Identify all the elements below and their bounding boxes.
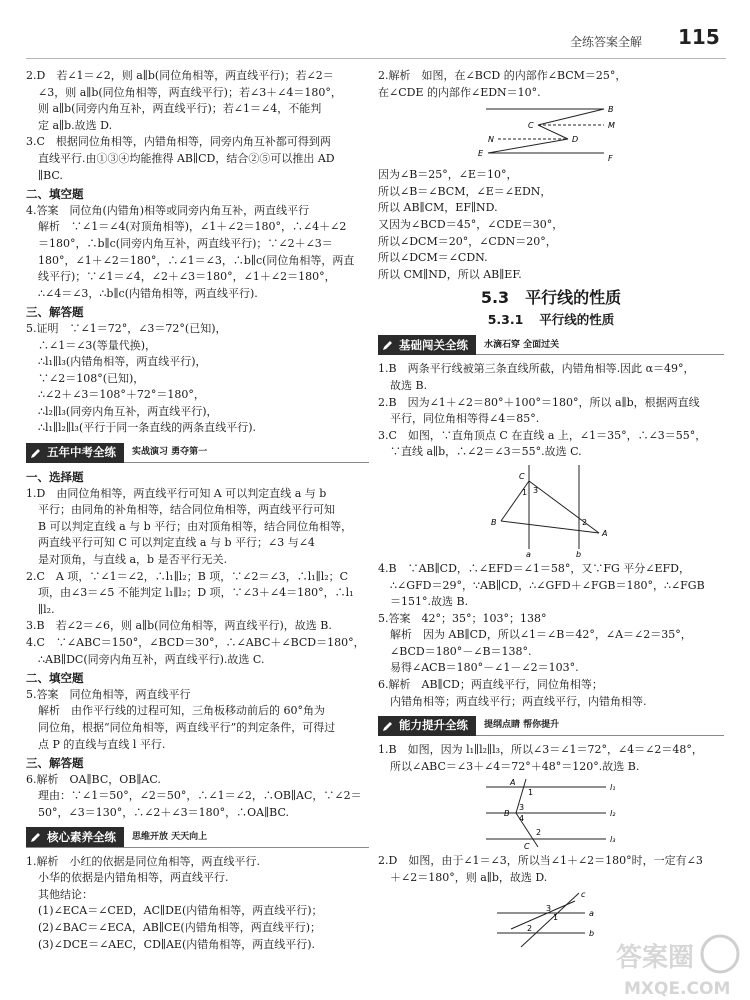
text-line: 定 a∥b.故选 D.: [38, 118, 113, 132]
watermark-logo: [610, 930, 750, 1000]
answer-block: [26, 203, 369, 303]
text-line: 是对顶角，与直线 a，b 是否平行无关.: [38, 553, 228, 567]
figure-label: 4: [519, 814, 525, 824]
text-line: ∠3，则 a∥b(同位角相等，两直线平行)；若∠3＋∠4＝180°，: [38, 85, 342, 99]
page-header: [0, 0, 750, 60]
text-line: ∴∠4＝∠3，∴b∥c(内错角相等，两直线平行).: [38, 286, 258, 300]
answer-block: [26, 68, 369, 184]
text-line: 5.答案 同位角相等，两直线平行: [26, 687, 191, 701]
text-line: 所以∠DCM＝20°，∠CDN＝20°，: [378, 234, 557, 248]
text-line: 易得∠ACB＝180°－∠1－∠2＝103°.: [390, 661, 579, 675]
text-line: 因为∠B＝25°，∠E＝10°，: [378, 168, 518, 182]
text-line: 2.C A 项，∵∠1＝∠2，∴l₁∥l₂；B 项，∵∠2＝∠3，∴l₁∥l₂；C: [26, 569, 349, 583]
banner-subtitle: 实战演习 勇夺第一: [132, 447, 208, 458]
text-line: ∴l₂∥l₃(同旁内角互补，两直线平行)，: [38, 404, 218, 418]
text-line: ＝180°，∴b∥c(同旁内角互补，两直线平行)；∵∠2＋∠3＝: [38, 236, 333, 250]
banner-title: 能力提升全练: [399, 718, 468, 733]
watermark-text: 答案圈: [616, 943, 695, 973]
text-line: 解析 因为 AB∥CD，所以∠1＝∠B＝42°，∠A＝∠2＝35°，: [390, 628, 692, 642]
right-column: [378, 68, 724, 968]
text-line: ∥l₂.: [38, 602, 55, 616]
pencil-icon: [382, 339, 394, 351]
section-banner-basic: [378, 335, 724, 355]
subsection-title: 平行线的性质: [539, 312, 615, 328]
figure-label: 1: [553, 912, 559, 922]
text-line: ∵∠2＝108°(已知)，: [38, 371, 145, 385]
text-line: ∴AB∥DC(同旁内角互补，两直线平行).故选 C.: [38, 652, 265, 666]
figure-label: 1: [522, 487, 528, 497]
section-banner-exam: [26, 443, 369, 463]
text-line: 2.解析 如图，在∠BCD 的内部作∠BCM＝25°，: [378, 69, 627, 82]
text-line: 3.C 如图，∵直角顶点 C 在直线 a 上，∠1＝35°，∴∠3＝55°，: [378, 428, 707, 442]
page-number: 115: [678, 25, 720, 49]
text-line: ∥BC.: [38, 168, 63, 182]
text-line: 2.D 如图，由于∠1＝∠3，所以当∠1＋∠2＝180°时，一定有∠3: [378, 854, 703, 868]
text-line: ∴l₁∥l₂∥l₃(平行于同一条直线的两条直线平行).: [38, 421, 257, 435]
pencil-icon: [30, 447, 42, 459]
text-line: 2.B 因为∠1＋∠2＝80°＋100°＝180°，所以 a∥b，根据两直线: [378, 395, 700, 409]
header-title: 全练答案全解: [570, 35, 643, 49]
section-heading: 二、填空题: [26, 187, 84, 202]
figure-label: a: [589, 908, 594, 918]
answer-block: [26, 854, 369, 954]
watermark-url: MXQE.COM: [624, 979, 731, 999]
figure-label: D: [572, 135, 579, 145]
text-line: ∴∠GFD＝29°，∵AB∥CD，∴∠GFD＋∠FGB＝180°，∴∠FGB: [390, 578, 705, 592]
banner-title: 基础闯关全练: [399, 337, 468, 352]
figure-label: M: [608, 121, 615, 131]
answer-block: [26, 486, 369, 669]
figure-label: C: [519, 471, 525, 481]
answer-block: [26, 772, 369, 822]
text-line: 4.C ∵∠ABC＝150°，∠BCD＝30°，∴∠ABC＋∠BCD＝180°，: [26, 636, 365, 649]
text-line: (2)∠BAC＝∠ECA，AB∥CE(内错角相等，两直线平行)；: [38, 920, 321, 934]
text-line: 1.解析 小红的依据是同位角相等，两直线平行.: [26, 854, 260, 868]
figure-label: a: [526, 549, 531, 559]
text-line: 180°，∠1＋∠2＝180°，∴∠1＝∠3，∴b∥c(同位角相等，两直: [38, 253, 355, 267]
subsection-number: 5.3.1: [487, 312, 524, 328]
banner-subtitle: 思维开放 天天向上: [132, 831, 208, 842]
answer-block: [26, 321, 369, 437]
text-line: 又因为∠BCD＝45°，∠CDE＝30°，: [378, 217, 564, 231]
answer-block: [378, 167, 724, 283]
text-line: 所以∠DCM＝∠CDN.: [378, 251, 488, 265]
text-line: (1)∠ECA＝∠CED，AC∥DE(内错角相等，两直线平行)；: [38, 904, 323, 918]
figure-label: 2: [527, 923, 533, 933]
figure-label: l₁: [610, 783, 616, 793]
figure-label: b: [589, 928, 595, 938]
pencil-icon: [382, 720, 394, 732]
text-line: 在∠CDE 的内部作∠EDN＝10°.: [378, 85, 541, 99]
figure-label: N: [488, 135, 494, 145]
text-line: 则 a∥b(同旁内角互补，两直线平行)；若∠1＝∠4，不能判: [38, 102, 322, 116]
banner-subtitle: 提纲点睛 帮你提升: [484, 720, 560, 731]
answer-block: [26, 687, 369, 753]
text-line: 4.B ∵AB∥CD，∴∠EFD＝∠1＝58°，又∵FG 平分∠EFD，: [378, 561, 690, 575]
text-line: 6.解析 AB∥CD；两直线平行，同位角相等；: [378, 678, 603, 692]
answer-block: [378, 68, 724, 101]
text-line: (3)∠DCE＝∠AEC，CD∥AE(内错角相等，两直线平行).: [38, 937, 316, 951]
text-line: 4.答案 同位角(内错角)相等或同旁内角互补，两直线平行: [26, 203, 310, 217]
text-line: 6.解析 OA∥BC，OB∥AC.: [26, 772, 161, 786]
text-line: 理由：∵∠1＝50°，∠2＝50°，∴∠1＝∠2，∴OB∥AC，∵∠2＝: [38, 789, 362, 803]
text-line: 3.B 若∠2＝∠6，则 a∥b(同位角相等，两直线平行)，故选 B.: [26, 619, 332, 633]
text-line: 同位角，根据“同位角相等，两直线平行”的判定条件，可得过: [38, 720, 336, 734]
figure-transversal: [491, 889, 611, 949]
text-line: 两直线平行可知 C 可以判定直线 a 与 b 平行；∠3 与∠4: [38, 536, 315, 550]
text-line: 解析 ∵∠1＝∠4(对顶角相等)，∠1＋∠2＝180°，∴∠4＋∠2: [38, 220, 347, 234]
figure-label: E: [478, 149, 484, 159]
text-line: 解析 由作平行线的过程可知，三角板移动前后的 60°角为: [38, 704, 325, 718]
figure-label: c: [581, 889, 586, 899]
text-line: ∠BCD＝180°－∠B＝138°.: [390, 644, 532, 658]
subsection-heading: [378, 311, 724, 329]
text-line: 2.D 若∠1＝∠2，则 a∥b(同位角相等，两直线平行)；若∠2＝: [26, 69, 334, 82]
left-column: [26, 68, 369, 968]
answer-block: [378, 561, 724, 710]
text-line: ∵直线 a∥b，∴∠2＝∠3＝55°.故选 C.: [390, 445, 582, 459]
figure-zigzag-parallel: [476, 103, 626, 165]
text-line: 其他结论：: [38, 887, 93, 901]
figure-label: B: [491, 517, 497, 527]
figure-label: l₂: [610, 809, 616, 819]
answer-block: [378, 742, 724, 775]
text-line: 3.C 根据同位角相等，内错角相等，同旁内角互补都可得到两: [26, 135, 331, 149]
chapter-number: 5.3: [480, 288, 510, 308]
figure-right-triangle: [481, 463, 621, 559]
text-line: 平行，同位角相等得∠4＝85°.: [390, 412, 540, 426]
text-line: 所以∠ABC＝∠3＋∠4＝72°＋48°＝120°.故选 B.: [390, 759, 640, 773]
answer-block: [378, 853, 724, 886]
text-line: 所以∠B＝∠BCM，∠E＝∠EDN，: [378, 184, 552, 198]
figure-label: 2: [536, 828, 542, 838]
text-line: 线平行)；∵∠1＝∠4，∠2＋∠3＝180°，∠1＋∠2＝180°，: [38, 270, 336, 284]
text-line: 所以 AB∥CM，EF∥ND.: [378, 201, 498, 215]
text-line: 内错角相等；两直线平行；两直线平行，内错角相等.: [390, 694, 647, 708]
figure-label: 2: [582, 517, 588, 527]
section-heading: 三、解答题: [26, 305, 84, 320]
figure-label: C: [524, 842, 530, 852]
text-line: 50°，∠3＝130°，∴∠2＋∠3＝180°，∴OA∥BC.: [38, 805, 289, 819]
text-line: ∴∠1＝∠3(等量代换)，: [38, 338, 157, 352]
banner-title: 核心素养全练: [47, 829, 116, 844]
figure-label: F: [608, 154, 613, 164]
text-line: B 可以判定直线 a 与 b 平行；由对顶角相等，结合同位角相等，: [38, 519, 353, 533]
text-line: 1.D 由同位角相等，两直线平行可知 A 可以判定直线 a 与 b: [26, 486, 327, 500]
chapter-heading: [378, 287, 724, 309]
answer-block: [378, 361, 724, 461]
text-line: 直线平行.由①③④均能推得 AB∥CD，结合②⑤可以推出 AD: [38, 151, 335, 165]
header-rule: [26, 58, 726, 59]
figure-label: 3: [519, 803, 525, 813]
text-line: 5.答案 42°；35°；103°；138°: [378, 611, 547, 625]
text-line: ＝151°.故选 B.: [390, 595, 469, 609]
figure-three-parallels: [476, 777, 626, 851]
text-line: ＋∠2＝180°，则 a∥b，故选 D.: [390, 871, 548, 885]
text-line: 5.证明 ∵∠1＝72°，∠3＝72°(已知)，: [26, 321, 227, 335]
text-line: 所以 CM∥ND，所以 AB∥EF.: [378, 267, 522, 281]
figure-label: C: [528, 121, 534, 131]
text-line: 故选 B.: [390, 378, 428, 392]
text-line: 点 P 的直线与直线 l 平行.: [38, 737, 166, 751]
figure-label: A: [602, 528, 608, 538]
text-line: ∴l₁∥l₃(内错角相等，两直线平行)，: [38, 355, 207, 369]
text-line: 平行；由同角的补角相等，结合同位角相等，两直线平行可知: [38, 503, 335, 517]
section-banner-core: [26, 828, 369, 848]
section-heading: 一、选择题: [26, 470, 84, 485]
figure-label: 3: [533, 485, 539, 495]
text-line: 项，由∠3＝∠5 不能判定 l₁∥l₂；D 项，∵∠3＋∠4＝180°，∴l₁: [38, 586, 354, 600]
section-heading: 二、填空题: [26, 671, 84, 686]
text-line: 小华的依据是内错角相等，两直线平行.: [38, 871, 229, 885]
figure-label: A: [510, 778, 516, 788]
figure-label: 1: [528, 788, 534, 798]
figure-label: B: [504, 809, 510, 819]
pencil-icon: [30, 831, 42, 843]
text-line: 1.B 两条平行线被第三条直线所截，内错角相等.因此 α＝49°，: [378, 362, 695, 376]
banner-subtitle: 水滴石穿 全面过关: [484, 339, 560, 350]
figure-label: 3: [546, 903, 552, 913]
section-banner-ability: [378, 716, 724, 736]
figure-label: b: [576, 549, 582, 559]
banner-title: 五年中考全练: [47, 445, 116, 460]
figure-label: l₃: [610, 835, 616, 845]
chapter-title: 平行线的性质: [525, 288, 622, 308]
text-line: 1.B 如图，因为 l₁∥l₂∥l₃，所以∠3＝∠1＝72°，∠4＝∠2＝48°，: [378, 743, 703, 757]
figure-label: B: [608, 105, 614, 115]
section-heading: 三、解答题: [26, 756, 84, 771]
text-line: ∴∠2＋∠3＝108°＋72°＝180°，: [38, 388, 205, 402]
